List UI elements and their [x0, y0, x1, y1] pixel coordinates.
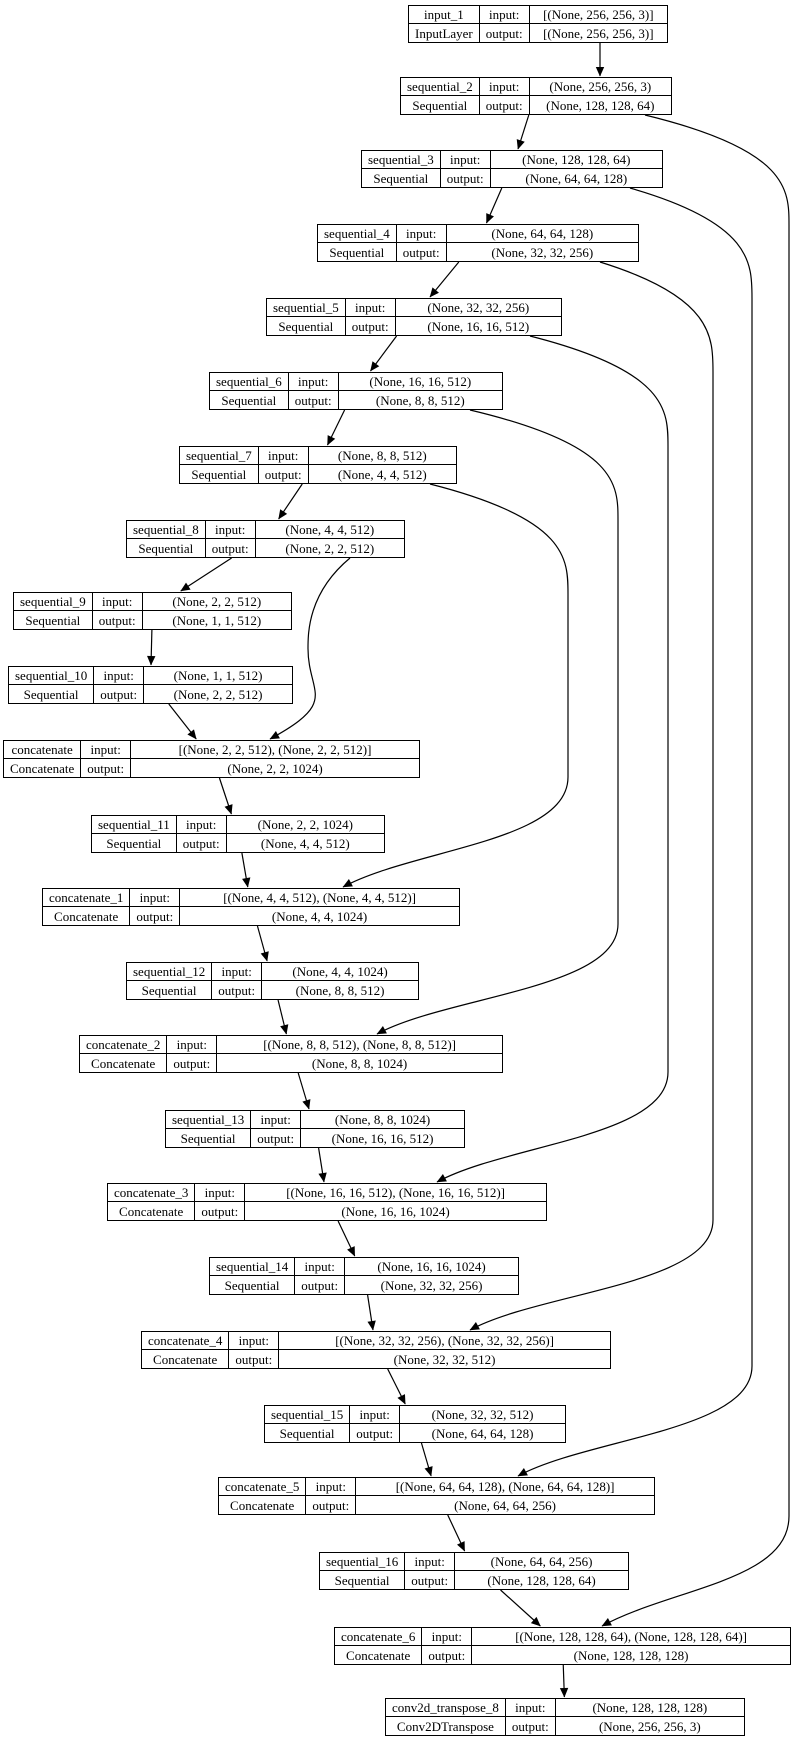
input-shape: (None, 32, 32, 512): [400, 1406, 565, 1424]
input-shape: (None, 2, 2, 1024): [227, 816, 384, 834]
node-sequential_13: [165, 1110, 465, 1148]
input-shape: (None, 64, 64, 256): [455, 1553, 628, 1571]
edge-sequential_4-concatenate_4: [470, 262, 713, 1330]
layer-type: Sequential: [265, 1424, 350, 1442]
layer-name: conv2d_transpose_8: [386, 1699, 506, 1717]
edge-sequential_8-concatenate: [270, 558, 350, 739]
layer-name: input_1: [409, 6, 480, 24]
input-label: input:: [506, 1699, 556, 1717]
layer-type: Sequential: [92, 834, 177, 852]
edge-sequential_13-concatenate_3: [319, 1148, 324, 1182]
node-concatenate_6: [334, 1627, 791, 1665]
node-sequential_5: [266, 298, 562, 336]
output-label: output:: [81, 759, 131, 777]
output-label: output:: [405, 1571, 455, 1589]
output-label: output:: [259, 465, 309, 483]
edge-sequential_12-concatenate_2: [278, 1000, 286, 1034]
node-sequential_12: [126, 962, 419, 1000]
edge-concatenate_1-sequential_12: [257, 926, 267, 961]
edge-sequential_5-sequential_6: [371, 336, 397, 371]
node-sequential_10: [8, 666, 293, 704]
output-shape: (None, 64, 64, 256): [454, 1497, 556, 1513]
output-label: output:: [212, 981, 262, 999]
output-label: output:: [506, 1717, 556, 1735]
layer-name: sequential_3: [362, 151, 441, 169]
input-label: input:: [480, 6, 530, 24]
layer-name: sequential_5: [267, 299, 346, 317]
input-label: input:: [81, 741, 131, 759]
input-label: input:: [251, 1111, 301, 1129]
node-sequential_14: [209, 1257, 519, 1295]
output-shape: (None, 4, 4, 512): [337, 466, 427, 482]
input-shape: (None, 4, 4, 1024): [262, 963, 418, 981]
layer-name: sequential_6: [210, 373, 289, 391]
input-label: input:: [306, 1478, 356, 1496]
output-label: output:: [167, 1054, 217, 1072]
output-shape: (None, 4, 4, 512): [260, 835, 350, 851]
output-shape: (None, 64, 64, 128): [525, 170, 628, 186]
layer-type: Sequential: [9, 685, 94, 703]
node-sequential_8: [126, 520, 405, 558]
output-shape: (None, 256, 256, 3): [598, 1718, 701, 1734]
output-shape: (None, 8, 8, 512): [295, 982, 385, 998]
input-shape: (None, 8, 8, 1024): [301, 1111, 464, 1129]
layer-type: Concatenate: [43, 907, 130, 925]
input-shape: [(None, 8, 8, 512), (None, 8, 8, 512)]: [217, 1036, 502, 1054]
input-label: input:: [346, 299, 396, 317]
output-shape: (None, 32, 32, 256): [491, 244, 594, 260]
edge-sequential_10-concatenate: [169, 704, 196, 739]
edge-sequential_2-concatenate_6: [602, 115, 789, 1626]
output-label: output:: [206, 539, 256, 557]
output-shape: (None, 4, 4, 1024): [271, 908, 368, 924]
edge-sequential_16-concatenate_6: [501, 1590, 541, 1626]
layer-type: Sequential: [127, 981, 212, 999]
input-shape: (None, 1, 1, 512): [144, 667, 292, 685]
input-shape: [(None, 16, 16, 512), (None, 16, 16, 512)]: [245, 1184, 546, 1202]
layer-name: sequential_7: [180, 447, 259, 465]
input-shape: [(None, 64, 64, 128), (None, 64, 64, 128)]: [356, 1478, 654, 1496]
output-label: output:: [441, 169, 491, 187]
layer-name: sequential_16: [320, 1553, 405, 1571]
output-shape: (None, 64, 64, 128): [431, 1425, 534, 1441]
node-sequential_11: [91, 815, 385, 853]
output-shape: (None, 32, 32, 256): [380, 1277, 483, 1293]
input-shape: [(None, 2, 2, 512), (None, 2, 2, 512)]: [131, 741, 419, 759]
input-label: input:: [405, 1553, 455, 1571]
node-sequential_3: [361, 150, 663, 188]
input-shape: [(None, 32, 32, 256), (None, 32, 32, 256)]: [279, 1332, 610, 1350]
edge-sequential_9-sequential_10: [151, 630, 152, 665]
layer-type: Concatenate: [335, 1646, 422, 1664]
node-sequential_4: [317, 224, 639, 262]
edge-sequential_4-sequential_5: [430, 262, 459, 297]
edge-sequential_11-concatenate_1: [242, 853, 248, 887]
node-sequential_15: [264, 1405, 566, 1443]
node-sequential_2: [400, 77, 672, 115]
input-label: input:: [177, 816, 227, 834]
layer-type: Sequential: [210, 391, 289, 409]
output-label: output:: [397, 243, 447, 261]
output-label: output:: [94, 685, 144, 703]
layer-name: sequential_2: [401, 78, 480, 96]
layer-type: Concatenate: [4, 759, 81, 777]
input-label: input:: [259, 447, 309, 465]
input-shape: (None, 64, 64, 128): [447, 225, 638, 243]
layer-type: Concatenate: [142, 1350, 229, 1368]
input-shape: (None, 16, 16, 1024): [345, 1258, 518, 1276]
input-shape: (None, 16, 16, 512): [339, 373, 502, 391]
layer-name: sequential_10: [9, 667, 94, 685]
layer-name: sequential_15: [265, 1406, 350, 1424]
input-label: input:: [480, 78, 530, 96]
node-sequential_7: [179, 446, 457, 484]
input-label: input:: [195, 1184, 245, 1202]
node-concatenate_4: [141, 1331, 611, 1369]
layer-type: Concatenate: [108, 1202, 195, 1220]
edge-concatenate_3-sequential_14: [338, 1221, 355, 1256]
layer-name: sequential_9: [14, 593, 93, 611]
input-shape: [(None, 4, 4, 512), (None, 4, 4, 512)]: [180, 889, 459, 907]
edge-concatenate_2-sequential_13: [298, 1073, 309, 1109]
output-label: output:: [195, 1202, 245, 1220]
layer-name: concatenate_5: [219, 1478, 306, 1496]
output-shape: (None, 16, 16, 512): [427, 318, 530, 334]
input-label: input:: [289, 373, 339, 391]
layer-type: Sequential: [320, 1571, 405, 1589]
output-shape: (None, 8, 8, 512): [375, 392, 465, 408]
edge-sequential_14-concatenate_4: [368, 1295, 373, 1330]
edge-sequential_3-concatenate_5: [518, 188, 752, 1476]
layer-type: Sequential: [362, 169, 441, 187]
output-label: output:: [289, 391, 339, 409]
input-label: input:: [295, 1258, 345, 1276]
node-concatenate: [3, 740, 420, 778]
layer-type: Concatenate: [219, 1496, 306, 1514]
output-shape: (None, 32, 32, 512): [393, 1351, 496, 1367]
layer-type: Sequential: [267, 317, 346, 335]
input-label: input:: [167, 1036, 217, 1054]
node-concatenate_1: [42, 888, 460, 926]
output-shape: (None, 2, 2, 512): [173, 686, 263, 702]
layer-name: sequential_12: [127, 963, 212, 981]
edge-concatenate_5-sequential_16: [448, 1515, 465, 1551]
edge-sequential_6-concatenate_2: [377, 410, 618, 1034]
input-label: input:: [422, 1628, 472, 1646]
edge-sequential_8-sequential_9: [181, 558, 232, 591]
output-label: output:: [422, 1646, 472, 1664]
output-shape: (None, 2, 2, 1024): [227, 760, 323, 776]
node-sequential_6: [209, 372, 503, 410]
output-label: output:: [229, 1350, 279, 1368]
input-shape: (None, 256, 256, 3): [530, 78, 671, 96]
output-label: output:: [295, 1276, 345, 1294]
input-shape: (None, 4, 4, 512): [256, 521, 404, 539]
input-label: input:: [397, 225, 447, 243]
edge-sequential_6-sequential_7: [328, 410, 345, 445]
layer-name: concatenate_3: [108, 1184, 195, 1202]
output-shape: (None, 16, 16, 1024): [341, 1203, 450, 1219]
output-shape: (None, 2, 2, 512): [285, 540, 375, 556]
output-label: output:: [130, 907, 180, 925]
input-label: input:: [212, 963, 262, 981]
node-conv2d_transpose_8: [385, 1698, 745, 1736]
input-label: input:: [93, 593, 143, 611]
input-label: input:: [130, 889, 180, 907]
output-shape: [(None, 256, 256, 3)]: [543, 25, 654, 41]
edge-concatenate-sequential_11: [219, 778, 231, 814]
input-shape: (None, 8, 8, 512): [309, 447, 456, 465]
edge-concatenate_6-conv2d_transpose_8: [563, 1665, 564, 1697]
output-label: output:: [350, 1424, 400, 1442]
input-label: input:: [229, 1332, 279, 1350]
layer-name: sequential_11: [92, 816, 177, 834]
input-shape: [(None, 256, 256, 3)]: [530, 6, 667, 24]
layer-type: Sequential: [180, 465, 259, 483]
input-label: input:: [350, 1406, 400, 1424]
layer-type: InputLayer: [409, 24, 480, 42]
node-concatenate_2: [79, 1035, 503, 1073]
output-label: output:: [93, 611, 143, 629]
layer-type: Sequential: [127, 539, 206, 557]
layer-name: concatenate_1: [43, 889, 130, 907]
layer-name: concatenate_4: [142, 1332, 229, 1350]
node-sequential_16: [319, 1552, 629, 1590]
output-label: output:: [480, 24, 530, 42]
edge-concatenate_4-sequential_15: [388, 1369, 406, 1404]
output-label: output:: [306, 1496, 356, 1514]
output-label: output:: [346, 317, 396, 335]
edge-sequential_3-sequential_4: [487, 188, 502, 223]
layer-name: sequential_13: [166, 1111, 251, 1129]
layer-name: sequential_4: [318, 225, 397, 243]
output-shape: (None, 8, 8, 1024): [311, 1055, 408, 1071]
input-shape: [(None, 128, 128, 64), (None, 128, 128, 64)]: [472, 1628, 790, 1646]
node-sequential_9: [13, 592, 292, 630]
layer-type: Sequential: [210, 1276, 295, 1294]
layer-type: Conv2DTranspose: [386, 1717, 506, 1735]
output-label: output:: [251, 1129, 301, 1147]
node-concatenate_3: [107, 1183, 547, 1221]
input-label: input:: [441, 151, 491, 169]
layer-name: sequential_8: [127, 521, 206, 539]
edge-sequential_2-sequential_3: [518, 115, 529, 149]
layer-name: sequential_14: [210, 1258, 295, 1276]
input-label: input:: [94, 667, 144, 685]
layer-name: concatenate: [4, 741, 81, 759]
layer-name: concatenate_2: [80, 1036, 167, 1054]
output-shape: (None, 128, 128, 64): [546, 97, 655, 113]
layer-type: Sequential: [401, 96, 480, 114]
node-concatenate_5: [218, 1477, 655, 1515]
input-shape: (None, 128, 128, 64): [491, 151, 662, 169]
node-input_1: [408, 5, 668, 43]
layer-type: Concatenate: [80, 1054, 167, 1072]
output-shape: (None, 128, 128, 64): [487, 1572, 596, 1588]
layer-type: Sequential: [14, 611, 93, 629]
output-label: output:: [480, 96, 530, 114]
layer-name: concatenate_6: [335, 1628, 422, 1646]
input-shape: (None, 32, 32, 256): [396, 299, 561, 317]
layer-type: Sequential: [166, 1129, 251, 1147]
layer-type: Sequential: [318, 243, 397, 261]
input-label: input:: [206, 521, 256, 539]
edge-sequential_7-sequential_8: [279, 484, 303, 519]
input-shape: (None, 2, 2, 512): [143, 593, 291, 611]
input-shape: (None, 128, 128, 128): [556, 1699, 744, 1717]
output-shape: (None, 16, 16, 512): [331, 1130, 434, 1146]
output-shape: (None, 1, 1, 512): [172, 612, 262, 628]
edge-sequential_15-concatenate_5: [421, 1443, 431, 1476]
output-label: output:: [177, 834, 227, 852]
output-shape: (None, 128, 128, 128): [573, 1647, 689, 1663]
